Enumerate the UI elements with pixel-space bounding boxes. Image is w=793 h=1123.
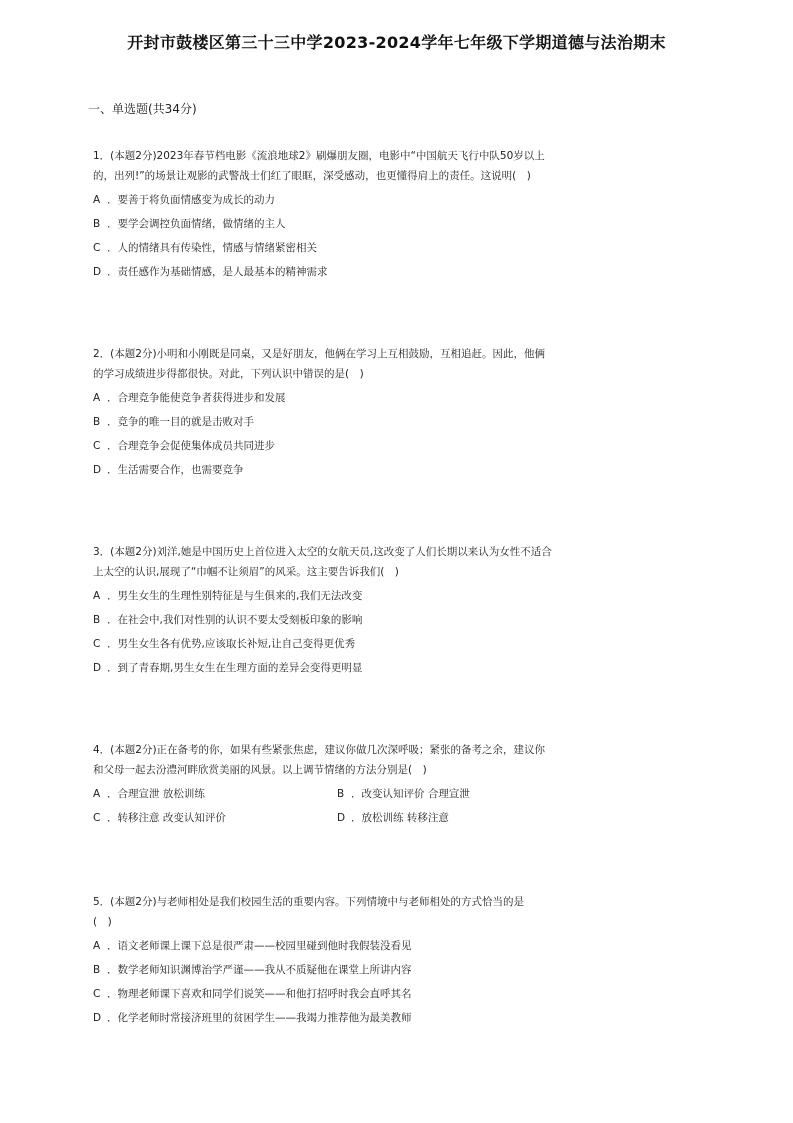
option-letter: D xyxy=(93,662,102,674)
question-stem-line: ( ) xyxy=(93,916,112,928)
option-c[interactable] xyxy=(93,984,593,1008)
option-text: ．生活需要合作，也需要竞争 xyxy=(107,464,244,476)
option-text: ．要善于将负面情感变为成长的动力 xyxy=(107,194,275,206)
option-b[interactable] xyxy=(93,610,593,634)
option-letter: B xyxy=(93,416,101,428)
question-stem-line: 5．(本题2分)与老师相处是我们校园生活的重要内容。下列情境中与老师相处的方式恰当的是 xyxy=(93,896,525,908)
option-text: ．物理老师课下喜欢和同学们说笑——和他打招呼时我会直呼其名 xyxy=(107,988,412,1000)
option-text: ．合理竞争能使竞争者获得进步和发展 xyxy=(107,392,286,404)
question-stem-line: 1．(本题2分)2023年春节档电影《流浪地球2》刷爆朋友圈，电影中“中国航天飞行中队50岁以上 xyxy=(93,150,545,162)
option-text: ．合理宣泄 放松训练 xyxy=(107,788,205,800)
option-letter: B xyxy=(93,964,101,976)
question-3 xyxy=(93,542,593,682)
option-text: ．放松训练 转移注意 xyxy=(351,812,449,824)
page-title: 开封市鼓楼区第三十三中学2023-2024学年七年级下学期道德与法治期末 xyxy=(127,33,666,52)
question-stem xyxy=(93,146,593,186)
option-text: ．到了青春期,男生女生在生理方面的差异会变得更明显 xyxy=(107,662,363,674)
question-2 xyxy=(93,344,593,484)
question-stem xyxy=(93,344,593,384)
question-stem-line: 的，出列!”的场景让观影的武警战士们红了眼眶，深受感动，也更懂得肩上的责任。这说明( ) xyxy=(93,170,531,182)
option-letter: A xyxy=(93,392,101,404)
option-letter: C xyxy=(93,242,101,254)
option-text: ．要学会调控负面情绪，做情绪的主人 xyxy=(107,218,286,230)
question-stem-line: 上太空的认识,展现了“巾帼不让须眉”的风采。这主要告诉我们( ) xyxy=(93,566,399,578)
option-c[interactable] xyxy=(93,238,593,262)
option-text: ．化学老师时常接济班里的贫困学生——我竭力推荐他为最美教师 xyxy=(107,1012,412,1024)
option-letter: B xyxy=(337,788,345,800)
option-a[interactable] xyxy=(93,936,593,960)
question-stem-line: 2．(本题2分)小明和小刚既是同桌，又是好朋友，他俩在学习上互相鼓励，互相追赶。因此，他俩 xyxy=(93,348,546,360)
option-a[interactable] xyxy=(93,784,205,808)
option-text: ．改变认知评价 合理宣泄 xyxy=(351,788,470,800)
section-heading: 一、单选题(共34分) xyxy=(88,102,197,116)
option-text: ．合理竞争会促使集体成员共同进步 xyxy=(107,440,275,452)
option-letter: D xyxy=(93,464,102,476)
option-letter: D xyxy=(93,266,102,278)
option-letter: C xyxy=(93,988,101,1000)
option-a[interactable] xyxy=(93,586,593,610)
option-text: ．数学老师知识渊博治学严谨——我从不质疑他在课堂上所讲内容 xyxy=(107,964,412,976)
option-text: ．责任感作为基础情感，是人最基本的精神需求 xyxy=(107,266,328,278)
option-c[interactable] xyxy=(93,808,226,832)
option-b[interactable] xyxy=(93,960,593,984)
option-d[interactable] xyxy=(93,262,593,286)
option-text: ．在社会中,我们对性别的认识不要太受刻板印象的影响 xyxy=(107,614,363,626)
option-b[interactable] xyxy=(337,784,470,808)
question-stem xyxy=(93,542,593,582)
option-letter: A xyxy=(93,940,101,952)
option-d[interactable] xyxy=(93,658,593,682)
question-stem-line: 和父母一起去汾澧河畔欣赏美丽的风景。以上调节情绪的方法分别是( ) xyxy=(93,764,427,776)
option-text: ．人的情绪具有传染性，情感与情绪紧密相关 xyxy=(107,242,317,254)
option-text: ．语文老师课上课下总是很严肃——校园里碰到他时我假装没看见 xyxy=(107,940,412,952)
options-grid xyxy=(93,784,593,832)
option-text: ．转移注意 改变认知评价 xyxy=(107,812,226,824)
option-text: ．男生女生各有优势,应该取长补短,让自己变得更优秀 xyxy=(107,638,356,650)
question-4 xyxy=(93,740,593,832)
option-text: ．竞争的唯一目的就是击败对手 xyxy=(107,416,254,428)
option-d[interactable] xyxy=(337,808,449,832)
option-d[interactable] xyxy=(93,460,593,484)
question-5 xyxy=(93,892,593,1032)
option-letter: D xyxy=(337,812,346,824)
option-a[interactable] xyxy=(93,190,593,214)
option-letter: C xyxy=(93,638,101,650)
question-stem-line: 3．(本题2分)刘洋,她是中国历史上首位进入太空的女航天员,这改变了人们长期以来认为女性不适合 xyxy=(93,546,552,558)
option-b[interactable] xyxy=(93,214,593,238)
question-stem-line: 4．(本题2分)正在备考的你，如果有些紧张焦虑，建议你做几次深呼吸；紧张的备考之余，建议你 xyxy=(93,744,546,756)
option-letter: C xyxy=(93,440,101,452)
question-1 xyxy=(93,146,593,286)
option-d[interactable] xyxy=(93,1008,593,1032)
option-c[interactable] xyxy=(93,436,593,460)
option-a[interactable] xyxy=(93,388,593,412)
option-b[interactable] xyxy=(93,412,593,436)
option-letter: B xyxy=(93,614,101,626)
option-text: ．男生女生的生理性别特征是与生俱来的,我们无法改变 xyxy=(107,590,363,602)
option-letter: B xyxy=(93,218,101,230)
option-letter: A xyxy=(93,788,101,800)
option-c[interactable] xyxy=(93,634,593,658)
option-letter: D xyxy=(93,1012,102,1024)
option-letter: C xyxy=(93,812,101,824)
option-letter: A xyxy=(93,590,101,602)
question-stem xyxy=(93,892,593,932)
question-stem-line: 的学习成绩进步得都很快。对此，下列认识中错误的是( ) xyxy=(93,368,364,380)
option-letter: A xyxy=(93,194,101,206)
question-stem xyxy=(93,740,593,780)
